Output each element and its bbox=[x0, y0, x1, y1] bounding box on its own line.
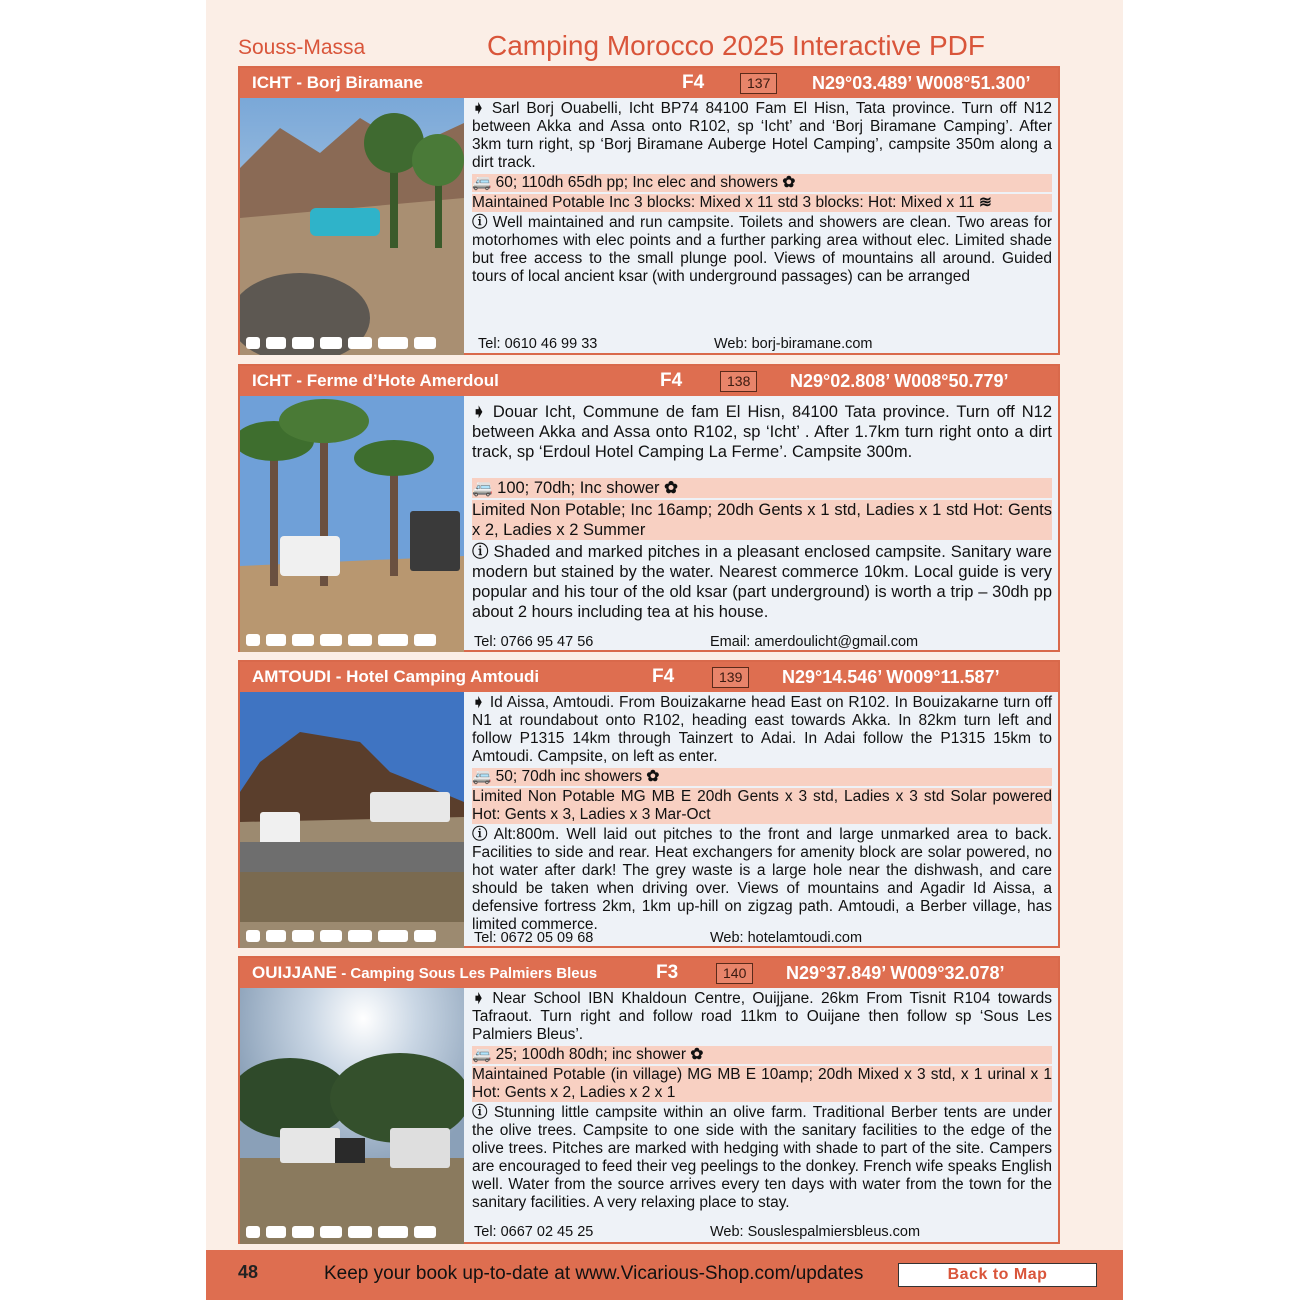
price-text: 60; 110dh 65dh pp; Inc elec and showers bbox=[495, 174, 778, 191]
map-grid-ref: F4 bbox=[660, 370, 683, 391]
site-number-link[interactable]: 140 bbox=[716, 963, 753, 984]
campsite-entry-139 bbox=[238, 660, 1060, 948]
entry-body bbox=[472, 100, 1052, 286]
gps-coordinates: N29°14.546’ W009°11.587’ bbox=[782, 666, 1000, 687]
directions-arrow-icon: ➧ bbox=[472, 694, 485, 711]
description-text: Shaded and marked pitches in a pleasant enclosed campsite. Sanitary ware modern but stained by the water. Nearest commerce 10km. Local guide is very popular and his tour of the old ksar (part underground) is worth a trip – 30dh pp about 2 hours including tea at his house. bbox=[472, 543, 1052, 621]
facilities-text: Limited Non Potable MG MB E 20dh Gents x 3 std, Ladies x 3 std Solar powered Hot: Gents x 3, Ladies x 3 Mar-Oct bbox=[472, 788, 1052, 823]
email-link[interactable]: Email: amerdoulicht@gmail.com bbox=[710, 634, 919, 650]
entry-name: ICHT - Borj Biramane bbox=[252, 73, 423, 92]
entry-name: ICHT - Ferme d’Hote Amerdoul bbox=[252, 371, 499, 390]
campsite-photo bbox=[240, 988, 464, 1244]
site-number-link[interactable]: 139 bbox=[712, 667, 749, 688]
campsite-entry-137 bbox=[238, 66, 1060, 355]
info-icon: ⓘ bbox=[472, 543, 489, 561]
website-link[interactable]: Web: hotelamtoudi.com bbox=[710, 930, 863, 946]
entry-header bbox=[240, 958, 1058, 988]
gps-coordinates: N29°03.489’ W008°51.300’ bbox=[812, 72, 1031, 93]
flower-icon: ✿ bbox=[782, 174, 796, 191]
map-grid-ref: F3 bbox=[656, 962, 679, 983]
map-grid-ref: F4 bbox=[682, 72, 705, 93]
motorhome-icon: 🚐 bbox=[472, 174, 492, 191]
site-number-link[interactable]: 137 bbox=[740, 73, 777, 94]
footer-bar bbox=[206, 1250, 1123, 1300]
directions-text: Douar Icht, Commune de fam El Hisn, 84100 Tata province. Turn off N12 between Akka and Assa onto R102, sp ‘Icht’ . After 1.7km turn right onto a dirt track, sp ‘Erdoul Hotel Camping La Ferme’. Campsite 300m. bbox=[472, 403, 1052, 461]
updates-link[interactable]: Keep your book up-to-date at www.Vicarious-Shop.com/updates bbox=[324, 1263, 864, 1284]
vehicle-icons bbox=[240, 628, 464, 652]
price-text: 25; 100dh 80dh; inc shower bbox=[495, 1046, 687, 1063]
vehicle-icons bbox=[240, 1220, 464, 1244]
entry-header bbox=[240, 68, 1058, 98]
info-icon: ⓘ bbox=[472, 214, 488, 231]
website-link[interactable]: Web: Souslespalmiersbleus.com bbox=[710, 1224, 921, 1240]
document-title: Camping Morocco 2025 Interactive PDF bbox=[487, 30, 985, 61]
campsite-photo bbox=[240, 98, 464, 355]
campsite-entry-140 bbox=[238, 956, 1060, 1244]
vehicle-icons bbox=[240, 331, 464, 355]
entry-header bbox=[240, 662, 1058, 692]
description-text: Alt:800m. Well laid out pitches to the front and large unmarked area to back. Facilities to side and rear. Heat exchangers for amenity block are solar powered, no hot water after dark! The grey waste is a large hole near the dishwash, and care should be taken when driving over. Views of mountains and Agadir Id Aissa, a defensive fortress 2km, 1km up-hill on zigzag path. Amtoudi, a Berber village, has limited commerce. bbox=[472, 826, 1053, 933]
facilities-text: Maintained Potable (in village) MG MB E 10amp; 20dh Mixed x 3 std, x 1 urinal x 1 Hot: Gents x 2, Ladies x 2 x 1 bbox=[472, 1066, 1052, 1101]
flower-icon: ✿ bbox=[664, 479, 678, 497]
directions-text: Near School IBN Khaldoun Centre, Ouijjane. 26km From Tisnit R104 towards Tafraout. Turn right and follow road 11km to Ouijane then follow sp ‘Sous Les Palmiers Bleus’. bbox=[472, 990, 1052, 1043]
map-grid-ref: F4 bbox=[652, 666, 675, 687]
telephone: Tel: 0667 02 45 25 bbox=[474, 1224, 594, 1240]
entry-body bbox=[472, 694, 1052, 934]
swimming-icon: ≋ bbox=[978, 194, 992, 211]
entry-name: AMTOUDI - Hotel Camping Amtoudi bbox=[252, 667, 540, 686]
page-number: 48 bbox=[238, 1262, 259, 1282]
campsite-photo bbox=[240, 692, 464, 948]
site-number-link[interactable]: 138 bbox=[720, 371, 757, 392]
campsite-entry-138 bbox=[238, 364, 1060, 652]
directions-arrow-icon: ➧ bbox=[472, 403, 486, 421]
facilities-text: Limited Non Potable; Inc 16amp; 20dh Gents x 1 std, Ladies x 1 std Hot: Gents x 2, Ladies x 2 Summer bbox=[472, 501, 1052, 539]
motorhome-icon: 🚐 bbox=[472, 479, 493, 497]
info-icon: ⓘ bbox=[472, 826, 488, 843]
region-title: Souss-Massa bbox=[238, 36, 366, 59]
campsite-photo bbox=[240, 396, 464, 652]
directions-arrow-icon: ➧ bbox=[472, 990, 485, 1007]
description-text: Stunning little campsite within an olive farm. Traditional Berber tents are under the olive trees. Campsite to one side with the sanitary facilities to the edge of the olive trees. Pitches are marked with hedging with shade to part of the site. Campers are encouraged to feed their veg peelings to the donkey. French wife speaks English well. Water from the source arrives every ten days with water from the town for the sanitary facilities. A very relaxing place to stay. bbox=[472, 1104, 1053, 1211]
motorhome-icon: 🚐 bbox=[472, 768, 492, 785]
entry-body bbox=[472, 402, 1052, 622]
motorhome-icon: 🚐 bbox=[472, 1046, 492, 1063]
price-text: 50; 70dh inc showers bbox=[495, 768, 643, 785]
gps-coordinates: N29°02.808’ W008°50.779’ bbox=[790, 370, 1009, 391]
directions-text: Id Aissa, Amtoudi. From Bouizakarne head East on R102. In Bouizakarne turn off N1 at roundabout onto R102, heading east towards Akka. In 82km turn left and follow P1315 14km through Tainzert to Adai. In Adai follow the P1315 15km to Amtoudi. Campsite, on left as enter. bbox=[472, 694, 1053, 765]
directions-text: Sarl Borj Ouabelli, Icht BP74 84100 Fam El Hisn, Tata province. Turn off N12 between Akka and Assa onto R102, sp ‘Icht’ and ‘Borj Biramane Camping’. After 3km turn right, sp ‘Borj Biramane Auberge Hotel Camping’, campsite 350m along a dirt track. bbox=[472, 100, 1053, 171]
flower-icon: ✿ bbox=[646, 768, 660, 785]
price-text: 100; 70dh; Inc shower bbox=[497, 479, 660, 497]
entry-body bbox=[472, 990, 1052, 1212]
info-icon: ⓘ bbox=[472, 1104, 488, 1121]
entry-header bbox=[240, 366, 1058, 396]
vehicle-icons bbox=[240, 924, 464, 948]
directions-arrow-icon: ➧ bbox=[472, 100, 485, 117]
back-to-map-button[interactable]: Back to Map bbox=[898, 1263, 1097, 1287]
entry-name: OUIJJANE - Camping Sous Les Palmiers Bleus bbox=[252, 963, 598, 982]
telephone: Tel: 0766 95 47 56 bbox=[474, 634, 594, 650]
telephone: Tel: 0672 05 09 68 bbox=[474, 930, 594, 946]
facilities-text: Maintained Potable Inc 3 blocks: Mixed x 11 std 3 blocks: Hot: Mixed x 11 bbox=[472, 194, 975, 211]
description-text: Well maintained and run campsite. Toilets and showers are clean. Two areas for motorhomes with elec points and a further parking area without elec. Limited shade but free access to the small plunge pool. Views of mountains all around. Guided tours of local ancient ksar (with underground passages) can be arranged bbox=[472, 214, 1052, 285]
website-link[interactable]: Web: borj-biramane.com bbox=[714, 336, 873, 352]
flower-icon: ✿ bbox=[690, 1046, 704, 1063]
gps-coordinates: N29°37.849’ W009°32.078’ bbox=[786, 962, 1005, 983]
telephone: Tel: 0610 46 99 33 bbox=[478, 336, 598, 352]
